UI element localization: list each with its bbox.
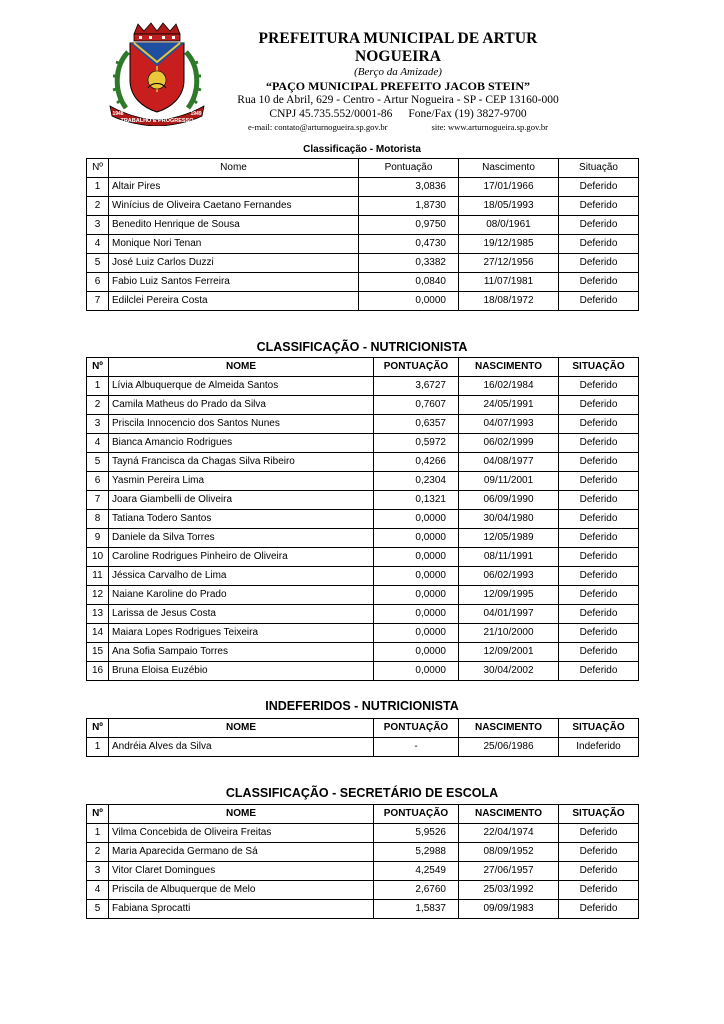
status: Deferido bbox=[559, 548, 639, 567]
status: Deferido bbox=[559, 491, 639, 510]
letterhead-cnpj: CNPJ 45.735.552/0001-86 bbox=[269, 108, 393, 120]
status: Deferido bbox=[559, 377, 639, 396]
status: Deferido bbox=[559, 624, 639, 643]
birth-date: 12/09/1995 bbox=[459, 586, 559, 605]
row-number: 11 bbox=[87, 567, 109, 586]
birth-date: 30/04/1980 bbox=[459, 510, 559, 529]
birth-date: 12/05/1989 bbox=[459, 529, 559, 548]
table-header-row bbox=[87, 805, 639, 824]
status: Deferido bbox=[559, 273, 639, 292]
status: Deferido bbox=[559, 529, 639, 548]
status: Deferido bbox=[559, 843, 639, 862]
candidate-name: Priscila de Albuquerque de Melo bbox=[109, 881, 374, 900]
column-header: Nº bbox=[87, 159, 109, 178]
score: 1,8730 bbox=[359, 197, 459, 216]
score: 3,0836 bbox=[359, 178, 459, 197]
score: 0,0000 bbox=[374, 624, 459, 643]
score: 0,0000 bbox=[374, 605, 459, 624]
table-row bbox=[87, 254, 639, 273]
candidate-name: Caroline Rodrigues Pinheiro de Oliveira bbox=[109, 548, 374, 567]
candidate-name: Tayná Francisca da Chagas Silva Ribeiro bbox=[109, 453, 374, 472]
row-number: 5 bbox=[87, 254, 109, 273]
birth-date: 16/02/1984 bbox=[459, 377, 559, 396]
indeferidos-title: INDEFERIDOS - NUTRICIONISTA bbox=[265, 699, 459, 713]
row-number: 9 bbox=[87, 529, 109, 548]
municipal-coat-of-arms-icon bbox=[104, 22, 210, 126]
birth-date: 25/03/1992 bbox=[459, 881, 559, 900]
candidate-name: Lívia Albuquerque de Almeida Santos bbox=[109, 377, 374, 396]
status: Deferido bbox=[559, 881, 639, 900]
candidate-name: Camila Matheus do Prado da Silva bbox=[109, 396, 374, 415]
status: Deferido bbox=[559, 567, 639, 586]
row-number: 6 bbox=[87, 472, 109, 491]
birth-date: 18/05/1993 bbox=[459, 197, 559, 216]
table-row bbox=[87, 624, 639, 643]
column-header: Nº bbox=[87, 358, 109, 377]
table-row bbox=[87, 605, 639, 624]
score: 0,0000 bbox=[374, 567, 459, 586]
row-number: 2 bbox=[87, 396, 109, 415]
score: 0,0000 bbox=[374, 643, 459, 662]
row-number: 3 bbox=[87, 862, 109, 881]
status: Deferido bbox=[559, 586, 639, 605]
row-number: 6 bbox=[87, 273, 109, 292]
row-number: 5 bbox=[87, 900, 109, 919]
status: Deferido bbox=[559, 900, 639, 919]
row-number: 15 bbox=[87, 643, 109, 662]
score: 5,2988 bbox=[374, 843, 459, 862]
status: Deferido bbox=[559, 862, 639, 881]
table-row bbox=[87, 643, 639, 662]
table-row bbox=[87, 235, 639, 254]
row-number: 7 bbox=[87, 292, 109, 311]
table-row bbox=[87, 900, 639, 919]
candidate-name: Andréia Alves da Silva bbox=[109, 738, 374, 757]
row-number: 8 bbox=[87, 510, 109, 529]
score: 0,7607 bbox=[374, 396, 459, 415]
candidate-name: Winícius de Oliveira Caetano Fernandes bbox=[109, 197, 359, 216]
row-number: 4 bbox=[87, 434, 109, 453]
score: 0,2304 bbox=[374, 472, 459, 491]
row-number: 13 bbox=[87, 605, 109, 624]
secretario-table bbox=[86, 804, 639, 919]
candidate-name: Yasmin Pereira Lima bbox=[109, 472, 374, 491]
birth-date: 27/06/1957 bbox=[459, 862, 559, 881]
motorista-title: Classificação - Motorista bbox=[303, 144, 421, 155]
row-number: 16 bbox=[87, 662, 109, 681]
column-header: Pontuação bbox=[359, 159, 459, 178]
row-number: 10 bbox=[87, 548, 109, 567]
candidate-name: Joara Giambelli de Oliveira bbox=[109, 491, 374, 510]
row-number: 7 bbox=[87, 491, 109, 510]
letterhead-contacts bbox=[218, 107, 578, 121]
birth-date: 11/07/1981 bbox=[459, 273, 559, 292]
row-number: 1 bbox=[87, 178, 109, 197]
score: 1,5837 bbox=[374, 900, 459, 919]
row-number: 12 bbox=[87, 586, 109, 605]
table-row bbox=[87, 396, 639, 415]
column-header: NOME bbox=[109, 358, 374, 377]
crest-year-right: 1949 bbox=[190, 111, 202, 117]
table-header-row bbox=[87, 159, 639, 178]
status: Deferido bbox=[559, 472, 639, 491]
birth-date: 04/07/1993 bbox=[459, 415, 559, 434]
letterhead-email: e-mail: contato@arturnogueira.sp.gov.br bbox=[247, 122, 388, 132]
table-row bbox=[87, 377, 639, 396]
row-number: 3 bbox=[87, 415, 109, 434]
score: 0,9750 bbox=[359, 216, 459, 235]
score: 0,0000 bbox=[374, 529, 459, 548]
score: 4,2549 bbox=[374, 862, 459, 881]
column-header: Nascimento bbox=[459, 159, 559, 178]
status: Deferido bbox=[559, 216, 639, 235]
score: 5,9526 bbox=[374, 824, 459, 843]
letterhead-subtitle: (Berço da Amizade) bbox=[354, 66, 442, 78]
row-number: 2 bbox=[87, 843, 109, 862]
birth-date: 06/02/1999 bbox=[459, 434, 559, 453]
status: Deferido bbox=[559, 235, 639, 254]
table-row bbox=[87, 453, 639, 472]
column-header: SITUAÇÃO bbox=[559, 719, 639, 738]
crest-year-left: 1948 bbox=[112, 111, 124, 117]
row-number: 1 bbox=[87, 738, 109, 757]
column-header: NASCIMENTO bbox=[459, 805, 559, 824]
status: Deferido bbox=[559, 415, 639, 434]
birth-date: 08/09/1952 bbox=[459, 843, 559, 862]
score: 0,0000 bbox=[374, 586, 459, 605]
candidate-name: Naiane Karoline do Prado bbox=[109, 586, 374, 605]
column-header: Nome bbox=[109, 159, 359, 178]
birth-date: 25/06/1986 bbox=[459, 738, 559, 757]
candidate-name: Monique Nori Tenan bbox=[109, 235, 359, 254]
column-header: NOME bbox=[109, 719, 374, 738]
letterhead-site: site: www.arturnogueira.sp.gov.br bbox=[431, 122, 549, 132]
birth-date: 21/10/2000 bbox=[459, 624, 559, 643]
birth-date: 27/12/1956 bbox=[459, 254, 559, 273]
table-row bbox=[87, 843, 639, 862]
candidate-name: Maria Aparecida Germano de Sá bbox=[109, 843, 374, 862]
status: Deferido bbox=[559, 254, 639, 273]
indeferidos-table bbox=[86, 718, 639, 757]
table-row bbox=[87, 292, 639, 311]
table-row bbox=[87, 472, 639, 491]
birth-date: 30/04/2002 bbox=[459, 662, 559, 681]
birth-date: 04/01/1997 bbox=[459, 605, 559, 624]
score: 0,6357 bbox=[374, 415, 459, 434]
status: Deferido bbox=[559, 197, 639, 216]
status: Indeferido bbox=[559, 738, 639, 757]
table-row bbox=[87, 529, 639, 548]
birth-date: 09/09/1983 bbox=[459, 900, 559, 919]
score: 0,3382 bbox=[359, 254, 459, 273]
status: Deferido bbox=[559, 453, 639, 472]
nutricionista-title: CLASSIFICAÇÃO - NUTRICIONISTA bbox=[256, 340, 468, 354]
status: Deferido bbox=[559, 396, 639, 415]
nutricionista-table bbox=[86, 357, 639, 681]
birth-date: 18/08/1972 bbox=[459, 292, 559, 311]
score: 0,0840 bbox=[359, 273, 459, 292]
column-header: SITUAÇÃO bbox=[559, 805, 639, 824]
row-number: 1 bbox=[87, 824, 109, 843]
table-row bbox=[87, 491, 639, 510]
table-header-row bbox=[87, 358, 639, 377]
table-row bbox=[87, 510, 639, 529]
status: Deferido bbox=[559, 643, 639, 662]
score: 0,0000 bbox=[374, 548, 459, 567]
column-header: NASCIMENTO bbox=[459, 719, 559, 738]
score: 3,6727 bbox=[374, 377, 459, 396]
column-header: Nº bbox=[87, 719, 109, 738]
table-row bbox=[87, 824, 639, 843]
birth-date: 19/12/1985 bbox=[459, 235, 559, 254]
candidate-name: Vilma Concebida de Oliveira Freitas bbox=[109, 824, 374, 843]
status: Deferido bbox=[559, 292, 639, 311]
status: Deferido bbox=[559, 824, 639, 843]
status: Deferido bbox=[559, 605, 639, 624]
candidate-name: Vitor Claret Domingues bbox=[109, 862, 374, 881]
candidate-name: Altair Pires bbox=[109, 178, 359, 197]
candidate-name: Benedito Henrique de Sousa bbox=[109, 216, 359, 235]
row-number: 2 bbox=[87, 197, 109, 216]
score: 0,0000 bbox=[374, 510, 459, 529]
table-row bbox=[87, 567, 639, 586]
birth-date: 17/01/1966 bbox=[459, 178, 559, 197]
candidate-name: Edilclei Pereira Costa bbox=[109, 292, 359, 311]
score: 0,5972 bbox=[374, 434, 459, 453]
column-header: SITUAÇÃO bbox=[559, 358, 639, 377]
row-number: 4 bbox=[87, 235, 109, 254]
candidate-name: Bruna Eloisa Euzébio bbox=[109, 662, 374, 681]
column-header: PONTUAÇÃO bbox=[374, 358, 459, 377]
letterhead-title: PREFEITURA MUNICIPAL DE ARTUR NOGUEIRA bbox=[258, 30, 538, 65]
table-row bbox=[87, 178, 639, 197]
table-row bbox=[87, 197, 639, 216]
score: 0,4730 bbox=[359, 235, 459, 254]
column-header: PONTUAÇÃO bbox=[374, 805, 459, 824]
row-number: 5 bbox=[87, 453, 109, 472]
table-row bbox=[87, 862, 639, 881]
candidate-name: Jéssica Carvalho de Lima bbox=[109, 567, 374, 586]
candidate-name: Maiara Lopes Rodrigues Teixeira bbox=[109, 624, 374, 643]
column-header: NOME bbox=[109, 805, 374, 824]
secretario-title: CLASSIFICAÇÃO - SECRETÁRIO DE ESCOLA bbox=[225, 786, 499, 800]
candidate-name: Ana Sofia Sampaio Torres bbox=[109, 643, 374, 662]
score: - bbox=[374, 738, 459, 757]
table-header-row bbox=[87, 719, 639, 738]
column-header: Situação bbox=[559, 159, 639, 178]
score: 0,0000 bbox=[374, 662, 459, 681]
status: Deferido bbox=[559, 434, 639, 453]
birth-date: 09/11/2001 bbox=[459, 472, 559, 491]
row-number: 4 bbox=[87, 881, 109, 900]
birth-date: 06/02/1993 bbox=[459, 567, 559, 586]
table-row bbox=[87, 434, 639, 453]
candidate-name: Daniele da Silva Torres bbox=[109, 529, 374, 548]
column-header: Nº bbox=[87, 805, 109, 824]
candidate-name: Priscila Innocencio dos Santos Nunes bbox=[109, 415, 374, 434]
candidate-name: Bianca Amancio Rodrigues bbox=[109, 434, 374, 453]
birth-date: 04/08/1977 bbox=[459, 453, 559, 472]
table-row bbox=[87, 415, 639, 434]
score: 0,4266 bbox=[374, 453, 459, 472]
column-header: PONTUAÇÃO bbox=[374, 719, 459, 738]
table-row bbox=[87, 273, 639, 292]
letterhead-address: Rua 10 de Abril, 629 - Centro - Artur Nogueira - SP - CEP 13160-000 bbox=[237, 94, 559, 106]
birth-date: 08/0/1961 bbox=[459, 216, 559, 235]
table-row bbox=[87, 216, 639, 235]
candidate-name: Tatiana Todero Santos bbox=[109, 510, 374, 529]
table-row bbox=[87, 881, 639, 900]
status: Deferido bbox=[559, 510, 639, 529]
birth-date: 08/11/1991 bbox=[459, 548, 559, 567]
birth-date: 24/05/1991 bbox=[459, 396, 559, 415]
candidate-name: Larissa de Jesus Costa bbox=[109, 605, 374, 624]
table-row bbox=[87, 586, 639, 605]
row-number: 14 bbox=[87, 624, 109, 643]
birth-date: 06/09/1990 bbox=[459, 491, 559, 510]
score: 0,0000 bbox=[359, 292, 459, 311]
motorista-table bbox=[86, 158, 639, 311]
candidate-name: José Luiz Carlos Duzzi bbox=[109, 254, 359, 273]
letterhead-palace: “PAÇO MUNICIPAL PREFEITO JACOB STEIN” bbox=[265, 79, 531, 93]
column-header: NASCIMENTO bbox=[459, 358, 559, 377]
crest-motto: TRABALHO E PROGRESSO bbox=[120, 118, 194, 124]
birth-date: 12/09/2001 bbox=[459, 643, 559, 662]
score: 2,6760 bbox=[374, 881, 459, 900]
table-row bbox=[87, 738, 639, 757]
row-number: 1 bbox=[87, 377, 109, 396]
status: Deferido bbox=[559, 662, 639, 681]
letterhead-phone: Fone/Fax (19) 3827-9700 bbox=[408, 108, 527, 120]
row-number: 3 bbox=[87, 216, 109, 235]
table-row bbox=[87, 548, 639, 567]
status: Deferido bbox=[559, 178, 639, 197]
score: 0,1321 bbox=[374, 491, 459, 510]
letterhead bbox=[218, 30, 578, 133]
candidate-name: Fabiana Sprocatti bbox=[109, 900, 374, 919]
birth-date: 22/04/1974 bbox=[459, 824, 559, 843]
letterhead-web bbox=[218, 121, 578, 133]
table-row bbox=[87, 662, 639, 681]
candidate-name: Fabio Luiz Santos Ferreira bbox=[109, 273, 359, 292]
